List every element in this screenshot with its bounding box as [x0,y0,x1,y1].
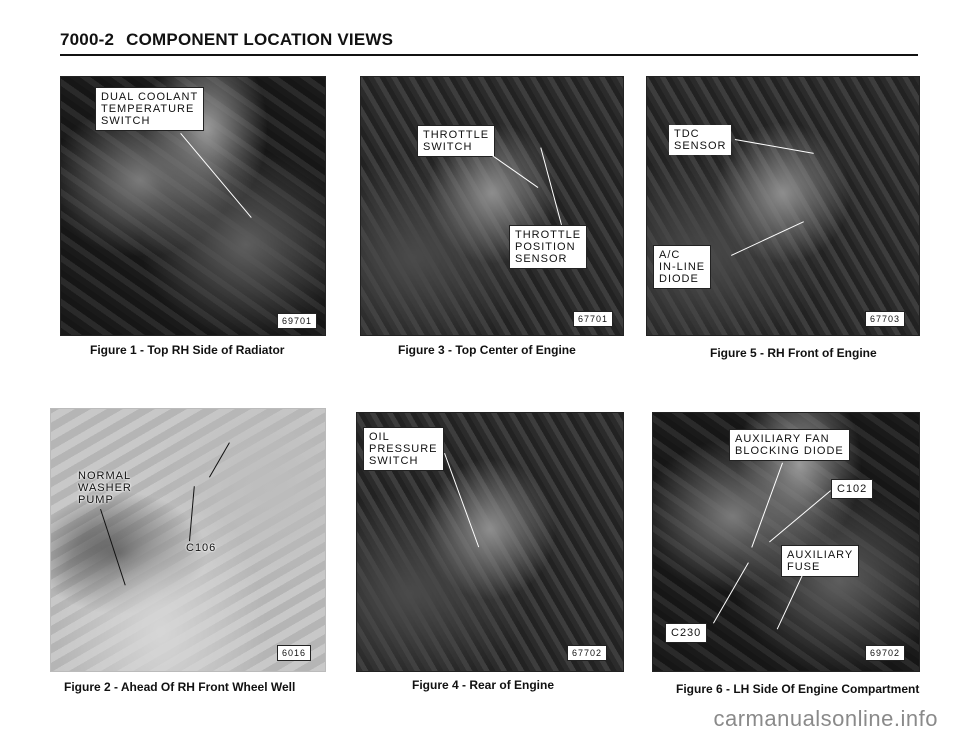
figure-6-caption: Figure 6 - LH Side Of Engine Compartment [676,682,920,696]
watermark: carmanualsonline.info [713,706,938,731]
figure-3-photo [360,76,624,336]
figure-5-label-tdc-sensor: TDC SENSOR [669,125,731,155]
page-title: COMPONENT LOCATION VIEWS [126,30,394,49]
figure-3-image [361,77,623,335]
figure-5-caption: Figure 5 - RH Front of Engine [710,346,877,360]
page-header [60,30,393,50]
figure-3-photo-number: 67701 [573,311,613,327]
figure-5-photo-number: 67703 [865,311,905,327]
figure-6-label-fan-diode: AUXILIARY FAN BLOCKING DIODE [729,429,850,461]
section-number: 7000-2 [60,30,115,49]
header-rule [60,54,918,56]
figure-4-photo [356,412,624,672]
figure-6-photo [652,412,920,672]
figure-2-photo-number: 6016 [277,645,311,661]
figure-1-photo [60,76,326,336]
figure-4-caption: Figure 4 - Rear of Engine [412,678,555,692]
figure-4-label-oil-pressure-switch: OIL PRESSURE SWITCH [363,427,444,471]
figure-6-label-c102: C102 [831,479,873,499]
figure-2-caption: Figure 2 - Ahead Of RH Front Wheel Well [64,680,296,694]
figure-1-caption: Figure 1 - Top RH Side of Radiator [90,343,285,357]
figure-5-label-ac-diode: A/C IN-LINE DIODE [653,245,711,289]
figure-2-photo [50,408,326,672]
figure-1-photo-number: 69701 [277,313,317,329]
figure-2-label-washer-pump: NORMAL WASHER PUMP [78,470,132,506]
figure-6-label-c230: C230 [665,623,707,643]
figure-2-label-c106: C106 [186,542,217,554]
figure-3-label-throttle-position-sensor: THROTTLE POSITION SENSOR [509,225,587,269]
figure-3-label-throttle-switch: THROTTLE SWITCH [417,125,495,157]
figure-1-label-coolant-switch: DUAL COOLANT TEMPERATURE SWITCH [95,87,204,131]
figure-5-photo [646,76,920,336]
figure-3-caption: Figure 3 - Top Center of Engine [398,343,576,357]
figure-5-image [647,77,919,335]
figure-6-photo-number: 69702 [865,645,905,661]
figure-6-label-auxiliary-fuse: AUXILIARY FUSE [781,545,859,577]
figure-4-photo-number: 67702 [567,645,607,661]
